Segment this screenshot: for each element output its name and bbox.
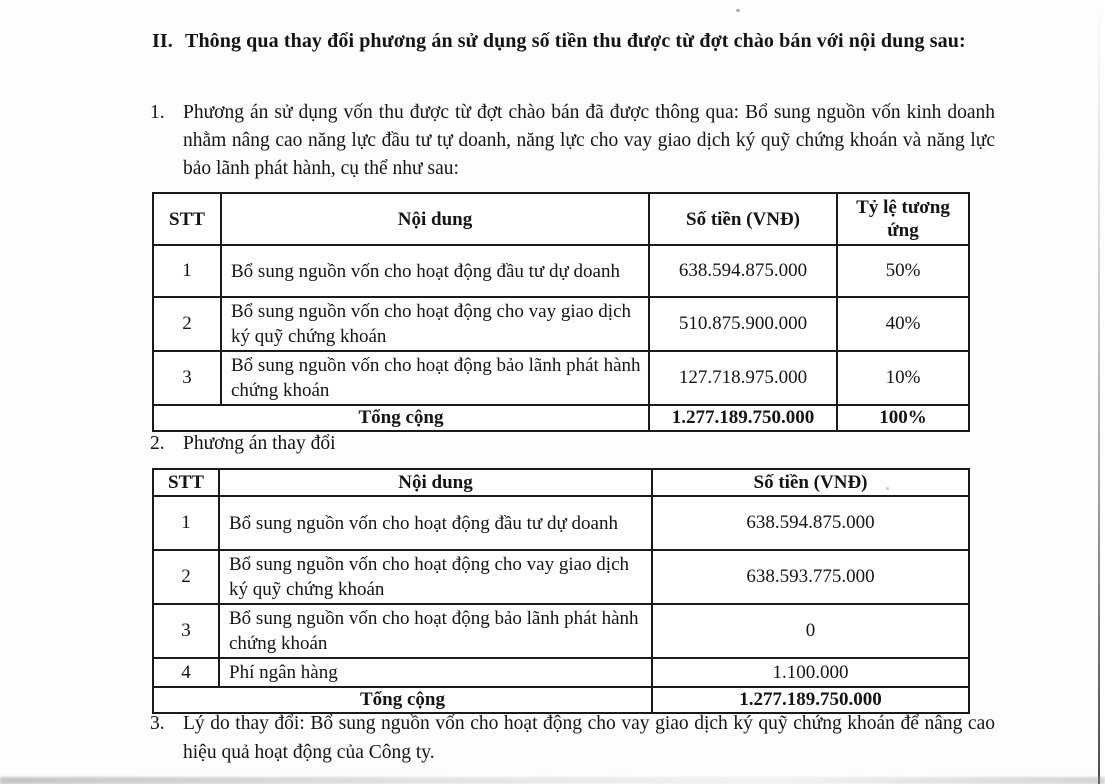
column-header-content: Nội dung [221,193,649,245]
changed-plan-table [152,468,970,714]
paragraph-item-2-text: Phương án thay đổi [183,433,336,454]
cell-amount: 0 [652,604,969,658]
cell-stt: 1 [153,245,221,297]
paragraph-item-1-number: 1. [150,102,165,123]
total-amount: 1.277.189.750.000 [652,687,969,713]
cell-content: Bổ sung nguồn vốn cho hoạt động bảo lãnh phát hành chứng khoán [219,604,652,658]
cell-amount: 638.594.875.000 [649,245,837,297]
paragraph-item-1 [150,99,995,183]
column-header-amount: Số tiền (VNĐ) [649,193,837,245]
section-heading-number: II. [152,30,173,52]
cell-content: Bổ sung nguồn vốn cho hoạt động bảo lãnh phát hành chứng khoán [221,351,649,405]
cell-amount: 127.718.975.000 [649,351,837,405]
total-label: Tổng cộng [153,405,649,431]
table-row [153,351,969,405]
cell-content: Phí ngân hàng [219,658,652,687]
scan-speck [736,9,740,12]
column-header-stt: STT [153,469,219,496]
cell-stt: 3 [153,604,219,658]
total-amount: 1.277.189.750.000 [649,405,837,431]
cell-content: Bổ sung nguồn vốn cho hoạt động đầu tư dự doanh [221,245,649,297]
column-header-ratio: Tỷ lệ tương ứng [837,193,969,245]
cell-amount: 638.593.775.000 [652,550,969,604]
cell-amount: 510.875.900.000 [649,297,837,351]
scan-edge-line [1098,0,1100,784]
table-row [153,604,969,658]
paragraph-item-3-text: Lý do thay đổi: Bổ sung nguồn vốn cho hoạt động cho vay giao dịch ký quỹ chứng khoán để nâng cao hiệu quả hoạt động của Công ty. [183,713,995,763]
total-label: Tổng cộng [153,687,652,713]
table-row [153,658,969,687]
cell-content: Bổ sung nguồn vốn cho hoạt động đầu tư dự doanh [219,496,652,550]
cell-content: Bổ sung nguồn vốn cho hoạt động cho vay giao dịch ký quỹ chứng khoán [219,550,652,604]
cell-stt: 3 [153,351,221,405]
column-header-stt: STT [153,193,221,245]
cell-stt: 2 [153,297,221,351]
cell-ratio: 40% [837,297,969,351]
cell-stt: 1 [153,496,219,550]
column-header-amount: Số tiền (VNĐ) [652,469,969,496]
approved-plan-table [152,192,970,432]
table-header-row [153,469,969,496]
total-ratio: 100% [837,405,969,431]
cell-amount: 638.594.875.000 [652,496,969,550]
section-heading [152,26,990,57]
cell-content: Bổ sung nguồn vốn cho hoạt động cho vay giao dịch ký quỹ chứng khoán [221,297,649,351]
table-row [153,496,969,550]
paragraph-item-2-number: 2. [150,433,165,454]
cell-stt: 4 [153,658,219,687]
column-header-content: Nội dung [219,469,652,496]
cell-ratio: 50% [837,245,969,297]
scan-speck [886,487,889,490]
paragraph-item-3-number: 3. [150,713,165,734]
table-header-row [153,193,969,245]
cell-amount: 1.100.000 [652,658,969,687]
table-row [153,550,969,604]
table-row [153,297,969,351]
scan-bottom-smear [0,777,1105,784]
cell-stt: 2 [153,550,219,604]
paragraph-item-3 [150,709,995,767]
cell-ratio: 10% [837,351,969,405]
paragraph-item-2 [150,431,650,457]
section-heading-text: Thông qua thay đổi phương án sử dụng số tiền thu được từ đợt chào bán với nội dung sau: [185,30,966,52]
table-row [153,245,969,297]
table-total-row [153,405,969,431]
paragraph-item-1-text: Phương án sử dụng vốn thu được từ đợt chào bán đã được thông qua: Bổ sung nguồn vốn kinh doanh nhằm nâng cao năng lực đầu tư tự doanh, năng lực cho vay giao dịch ký quỹ chứng khoán và năng lực bảo lãnh phát hành, cụ thể như sau: [183,102,995,179]
